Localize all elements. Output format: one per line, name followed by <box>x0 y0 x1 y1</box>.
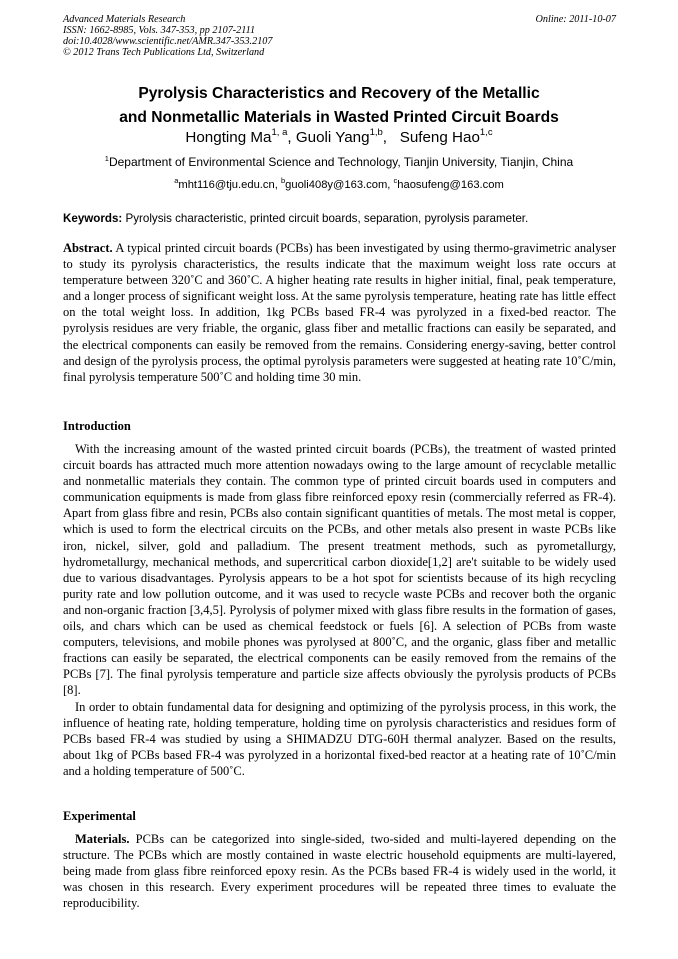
email-separator: , <box>274 179 281 191</box>
introduction-paragraph-2: In order to obtain fundamental data for designing and optimizing of the pyrolysis process, in this work, the influence of heating rate, holding temperature, holding time on pyrolysis characteristics and residues form of PCBs based FR-4 was studied by using a SHIMADZU DTG-60H thermal analyzer. Based on the results, about 1kg of PCBs based FR-4 was pyrolyzed in a horizontal fixed-bed reactor at a heating rate of 10˚C/min and a holding temperature of 500˚C. <box>63 699 616 778</box>
author-name: Sufeng Hao <box>399 129 480 146</box>
journal-name: Advanced Materials Research <box>63 14 186 25</box>
title-line-1: Pyrolysis Characteristics and Recovery of the Metallic <box>138 85 540 102</box>
issn-line: ISSN: 1662-8985, Vols. 347-353, pp 2107-2111 <box>63 25 256 36</box>
email-list <box>40 177 638 193</box>
keywords <box>63 211 616 227</box>
abstract-text: A typical printed circuit boards (PCBs) has been investigated by using thermo-gravimetric analyser to study its pyrolysis characteristics, the results indicate that the maximum weight loss rate occurs at temperature between 320˚C and 360˚C. A higher heating rate results in higher initial, final, peak temperature, and a longer process of significant weight loss. At the same pyrolysis temperature, heating rate has little effect on the total weight loss. In addition, 1kg PCBs based FR-4 was pyrolyzed in a fixed-bed reactor. The pyrolysis residues are very friable, the organic, glass fiber and metallic fractions can easily be separated, and the electrical components can easily be removed from the remains. Considering energy-saving, better control and design of the pyrolysis process, the optimal pyrolysis parameters were suggested at heating rate 10˚C/min, final pyrolysis temperature 500˚C and holding time 30 min. <box>63 241 616 384</box>
title-line-2: and Nonmetallic Materials in Wasted Printed Circuit Boards <box>119 109 559 126</box>
paper-title <box>40 82 638 130</box>
introduction-paragraph-1: With the increasing amount of the wasted printed circuit boards (PCBs), the treatment of wasted printed circuit boards has attracted much more attention nowadays owing to the large amount of recyclable metallic and nonmetallic materials they contain. The common type of printed circuit boards used in computers and communication equipments is made from glass fibre reinforced epoxy resin (commercially referred as FR-4). Apart from glass fibre and resin, PCBs also contain significant quantities of metals. The most metal is copper, which is used to form the electrical circuits on the PCBs, and other metals also present in waste PCBs like iron, nickel, silver, gold and palladium. The present treatment methods, such as pyrometallurgy, hydrometallurgy, mechanical methods, and supercritical carbon dioxide[1,2] are't suitable to be widely used due to various disadvantages. Pyrolysis appears to be a hot spot for scientists because of its high recycling purity rate and low pollution outcome, and it was used to recycle waste PCBs and recover both the organic and non-organic fraction [3,4,5]. Pyrolysis of polymer mixed with glass fibre results in the formation of gases, oils, and chars which can be used as chemical feedstock or fuels [6]. A selection of PCBs from waste computers, televisions, and mobile phones was pyrolysed at 800˚C, and the organic, glass fiber and metallic fractions can easily be separated, the electrical components can be easily removed from the remains of the PCBs [7]. The final pyrolysis temperature and particle size affects obviously the pyrolysis products of PCBs [8]. <box>63 442 616 698</box>
author-affil-marker: 1, a <box>271 127 288 138</box>
materials-label: Materials. <box>75 832 130 846</box>
author-list <box>40 128 638 148</box>
email-address: haosufeng@163.com <box>397 179 504 191</box>
email-marker: c <box>393 176 398 185</box>
introduction-heading: Introduction <box>63 419 131 433</box>
email-address: mht116@tju.edu.cn <box>178 179 275 191</box>
affiliation <box>40 154 638 170</box>
materials-text: PCBs can be categorized into single-sided, two-sided and multi-layered depending on the structure. The PCBs which are mostly contained in waste electric household equipments are multi-layered, being made from glass fibre reinforced epoxy resin. As the PCBs based FR-4 is widely used in the world, it was chosen in this research. Every experiment procedures will be repeated three times to evaluate the reproducibility. <box>63 832 616 911</box>
affiliation-text: Department of Environmental Science and Technology, Tianjin University, Tianjin, China <box>108 155 574 169</box>
journal-header <box>63 14 616 58</box>
email-marker: b <box>280 176 286 185</box>
author-affil-marker: 1,c <box>479 127 493 138</box>
author-name: Guoli Yang <box>295 129 370 146</box>
author-separator: , <box>287 129 296 146</box>
author-separator: , <box>382 129 400 146</box>
author-name: Hongting Ma <box>185 129 272 146</box>
keywords-label: Keywords: <box>63 212 123 225</box>
email-address: guoli408y@163.com <box>285 179 388 191</box>
email-marker: a <box>174 176 179 185</box>
online-date: Online: 2011-10-07 <box>535 14 616 25</box>
keywords-text: Pyrolysis characteristic, printed circuit boards, separation, pyrolysis parameter. <box>122 212 529 225</box>
author-affil-marker: 1,b <box>369 127 383 138</box>
email-separator: , <box>387 179 394 191</box>
experimental-body <box>63 831 616 911</box>
doi-line: doi:10.4028/www.scientific.net/AMR.347-353.2107 <box>63 36 273 47</box>
experimental-heading: Experimental <box>63 809 136 823</box>
abstract <box>63 240 616 385</box>
introduction-body <box>63 441 616 779</box>
affiliation-marker: 1 <box>104 154 109 163</box>
abstract-label: Abstract. <box>63 241 113 255</box>
copyright-line: © 2012 Trans Tech Publications Ltd, Switzerland <box>63 47 265 58</box>
